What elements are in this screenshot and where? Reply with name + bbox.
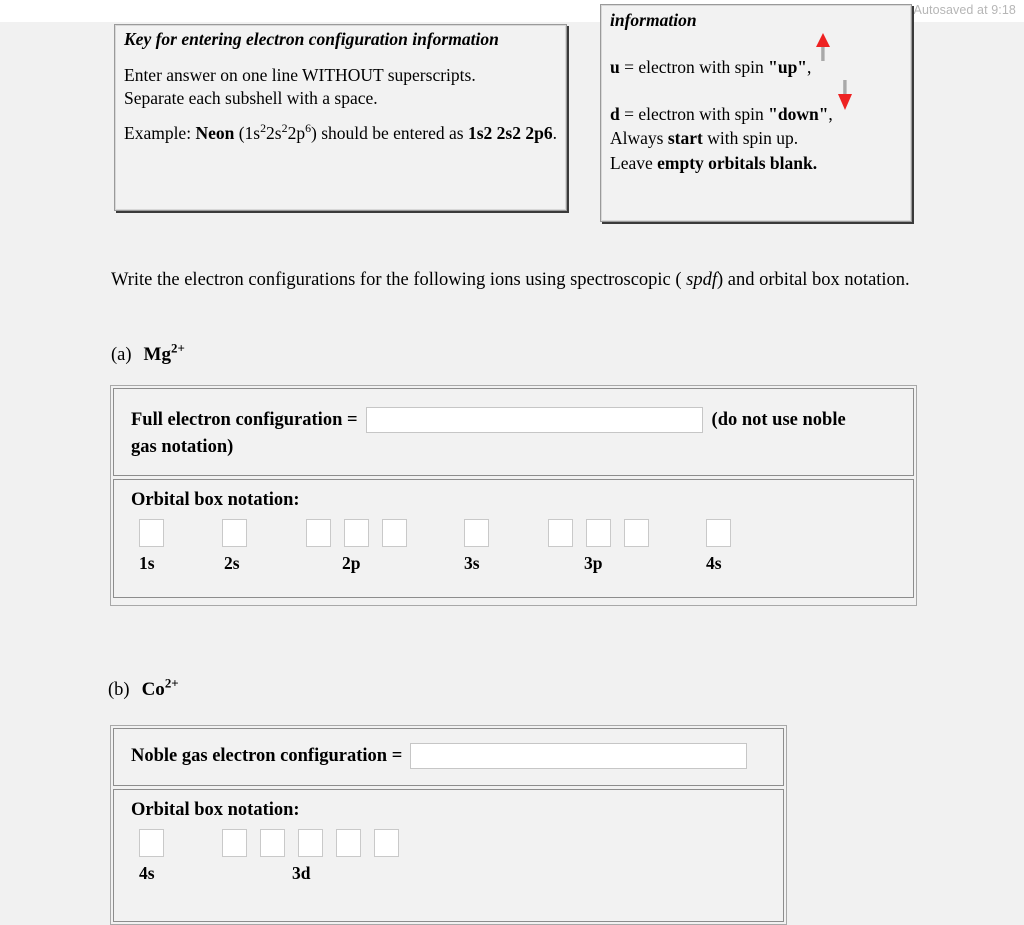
full-electron-configuration-input[interactable] (366, 407, 703, 433)
spin-up-symbol: u (610, 56, 620, 77)
orbital-box[interactable] (222, 519, 247, 547)
orbital-box[interactable] (298, 829, 323, 857)
key-box-electron-configuration (114, 24, 567, 211)
key-spin-up-row (610, 43, 902, 79)
spin-down-comma: , (828, 103, 833, 124)
arrow-up-icon (815, 43, 831, 73)
leave-empty-bold: empty orbitals blank. (657, 153, 818, 174)
example-element: Neon (195, 123, 235, 144)
config-label-a: Full electron configuration = (131, 409, 358, 430)
key-always-start-line (610, 127, 902, 150)
key-box-left-title: Key for entering electron configuration information (124, 29, 499, 49)
orbital-box[interactable] (548, 519, 573, 547)
orbital-label: 4s (706, 553, 722, 573)
config-note-a-line2: gas notation) (131, 437, 234, 457)
example-sup-3: 6 (305, 121, 312, 136)
example-prefix: Example: (124, 123, 196, 144)
orbital-label: 1s (139, 553, 155, 573)
config-row-b (114, 729, 783, 769)
orbital-box-section-b (113, 789, 784, 922)
orbital-title-b: Orbital box notation: (131, 800, 300, 820)
orbital-boxes-row-a (114, 519, 913, 581)
noble-gas-configuration-input[interactable] (410, 743, 747, 769)
part-a-heading (111, 340, 185, 366)
spin-down-text: = electron with spin (619, 103, 769, 124)
orbital-box[interactable] (139, 519, 164, 547)
example-2s: 2s (266, 123, 282, 144)
orbital-title-a: Orbital box notation: (131, 490, 300, 510)
part-a-symbol: Mg (143, 344, 171, 365)
orbital-box[interactable] (624, 519, 649, 547)
orbital-box[interactable] (382, 519, 407, 547)
instructions-paragraph (111, 269, 911, 292)
orbital-box[interactable] (306, 519, 331, 547)
orbital-label: 3s (464, 553, 480, 573)
orbital-box[interactable] (374, 829, 399, 857)
part-b-letter: (b) (108, 680, 130, 700)
key-box-left-inner (115, 25, 566, 210)
key-leave-empty-line (610, 152, 902, 175)
spacer (124, 51, 557, 64)
orbital-box[interactable] (222, 829, 247, 857)
autosave-status: Autosaved at 9:18 (913, 3, 1016, 17)
key-box-left-line-2: Separate each subshell with a space. (124, 87, 378, 108)
example-2p: 2p (287, 123, 306, 144)
key-box-right-inner (601, 5, 911, 221)
noble-gas-configuration-section-b (113, 728, 784, 786)
orbital-box[interactable] (464, 519, 489, 547)
orbital-boxes-row-b (114, 829, 783, 891)
orbital-box[interactable] (344, 519, 369, 547)
orbital-box[interactable] (586, 519, 611, 547)
orbital-label: 3d (292, 863, 311, 883)
orbital-label: 2s (224, 553, 240, 573)
key-box-orbital-notation (600, 4, 912, 222)
spacer (124, 109, 557, 122)
always-start-bold: start (667, 128, 703, 149)
spin-up-comma: , (807, 56, 812, 77)
orbital-box[interactable] (260, 829, 285, 857)
part-b-charge: 2+ (164, 675, 179, 691)
key-box-right-title: information (610, 10, 697, 30)
orbital-box[interactable] (336, 829, 361, 857)
spin-down-quoted: "down" (768, 103, 829, 124)
answer-panel-a (110, 385, 917, 606)
part-a-charge: 2+ (170, 340, 185, 356)
always-start-suffix: with spin up. (702, 128, 799, 149)
example-period: . (552, 123, 557, 144)
answer-panel-b (110, 725, 787, 925)
example-open: (1s (234, 123, 261, 144)
config-note-a-line1: (do not use noble (711, 409, 846, 430)
spin-up-text: = electron with spin (619, 56, 769, 77)
spdf-italic: spdf (686, 270, 718, 290)
always-start-prefix: Always (610, 128, 668, 149)
key-spin-down-row (610, 90, 902, 126)
example-sup-2: 2 (281, 121, 288, 136)
full-configuration-section-a (113, 388, 914, 476)
spin-down-symbol: d (610, 103, 620, 124)
example-answer: 1s2 2s2 2p6 (467, 123, 553, 144)
part-b-heading (108, 675, 179, 701)
leave-empty-prefix: Leave (610, 153, 658, 174)
instructions-text-2: ) and orbital box notation. (717, 270, 910, 290)
orbital-label: 2p (342, 553, 361, 573)
arrow-down-icon (837, 90, 853, 120)
orbital-label: 3p (584, 553, 603, 573)
orbital-box[interactable] (706, 519, 731, 547)
part-a-letter: (a) (111, 345, 132, 365)
part-b-symbol: Co (141, 679, 165, 700)
instructions-text-1: Write the electron configurations for the following ions using spectroscopic ( (111, 270, 687, 290)
orbital-box-section-a (113, 479, 914, 598)
orbital-box[interactable] (139, 829, 164, 857)
example-close: ) should be entered as (311, 123, 468, 144)
config-label-b: Noble gas electron configuration = (131, 745, 403, 766)
orbital-label: 4s (139, 863, 155, 883)
spin-up-quoted: "up" (768, 56, 808, 77)
example-sup-1: 2 (260, 121, 267, 136)
config-row-a (114, 389, 913, 433)
key-box-left-line-1: Enter answer on one line WITHOUT superscripts. (124, 64, 476, 85)
key-box-left-example (124, 122, 557, 145)
